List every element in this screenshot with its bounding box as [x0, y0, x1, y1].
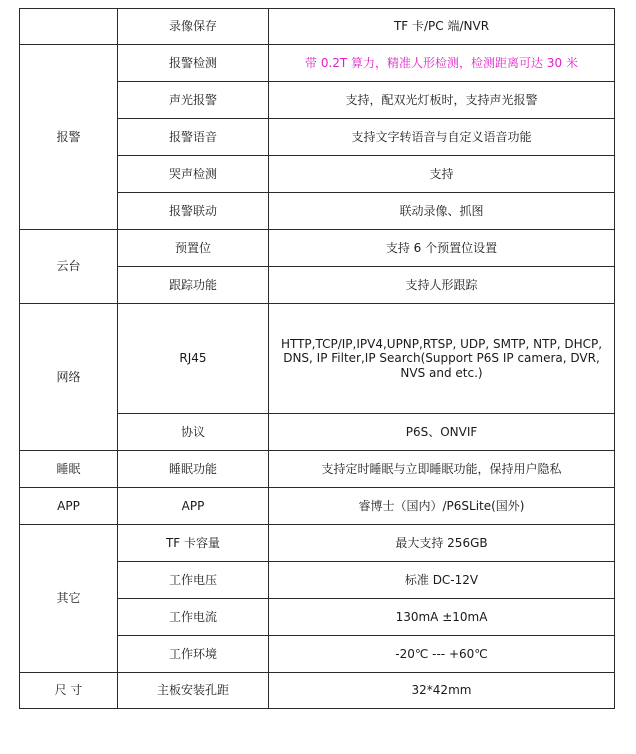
- category-cell-sleep: 睡眠: [20, 451, 118, 488]
- value-cell: 支持定时睡眠与立即睡眠功能，保持用户隐私: [269, 451, 615, 488]
- value-cell: 支持文字转语音与自定义语音功能: [269, 119, 615, 156]
- spec-table: [19, 8, 615, 709]
- category-cell-app: APP: [20, 488, 118, 525]
- value-cell: 支持: [269, 156, 615, 193]
- table-row: [20, 451, 615, 488]
- value-cell: 标准 DC-12V: [269, 562, 615, 599]
- value-cell: TF 卡/PC 端/NVR: [269, 9, 615, 45]
- value-cell: 最大支持 256GB: [269, 525, 615, 562]
- value-cell: 支持人形跟踪: [269, 267, 615, 304]
- item-cell: 工作电流: [118, 599, 269, 636]
- item-cell: 声光报警: [118, 82, 269, 119]
- value-cell: 联动录像、抓图: [269, 193, 615, 230]
- value-cell: 支持，配双光灯板时，支持声光报警: [269, 82, 615, 119]
- value-cell: -20℃ --- +60℃: [269, 636, 615, 673]
- category-cell: [20, 9, 118, 45]
- category-cell-other: 其它: [20, 525, 118, 673]
- value-cell: P6S、ONVIF: [269, 414, 615, 451]
- item-cell: TF 卡容量: [118, 525, 269, 562]
- category-cell-ptz: 云台: [20, 230, 118, 304]
- item-cell: 哭声检测: [118, 156, 269, 193]
- value-cell: 130mA ±10mA: [269, 599, 615, 636]
- item-cell: APP: [118, 488, 269, 525]
- item-cell: RJ45: [118, 304, 269, 414]
- table-row: [20, 488, 615, 525]
- item-cell: 跟踪功能: [118, 267, 269, 304]
- category-cell-network: 网络: [20, 304, 118, 451]
- item-cell: 录像保存: [118, 9, 269, 45]
- table-row: [20, 673, 615, 709]
- item-cell: 工作环境: [118, 636, 269, 673]
- item-cell: 报警语音: [118, 119, 269, 156]
- item-cell: 报警检测: [118, 45, 269, 82]
- value-cell: 32*42mm: [269, 673, 615, 709]
- table-row: [20, 304, 615, 414]
- value-cell-protocols: HTTP,TCP/IP,IPV4,UPNP,RTSP, UDP, SMTP, NTP, DHCP, DNS, IP Filter,IP Search(Support P6S IP camera, DVR, NVS and etc.): [269, 304, 615, 414]
- item-cell: 睡眠功能: [118, 451, 269, 488]
- item-cell: 主板安装孔距: [118, 673, 269, 709]
- table-row: [20, 230, 615, 267]
- table-row: [20, 45, 615, 82]
- item-cell: 报警联动: [118, 193, 269, 230]
- value-cell-highlight: 带 0.2T 算力，精准人形检测，检测距离可达 30 米: [269, 45, 615, 82]
- value-cell: 支持 6 个预置位设置: [269, 230, 615, 267]
- category-cell-alarm: 报警: [20, 45, 118, 230]
- item-cell: 协议: [118, 414, 269, 451]
- table-row: [20, 525, 615, 562]
- value-cell: 睿博士（国内）/P6SLite(国外): [269, 488, 615, 525]
- category-cell-size: 尺 寸: [20, 673, 118, 709]
- item-cell: 工作电压: [118, 562, 269, 599]
- table-row: [20, 9, 615, 45]
- item-cell: 预置位: [118, 230, 269, 267]
